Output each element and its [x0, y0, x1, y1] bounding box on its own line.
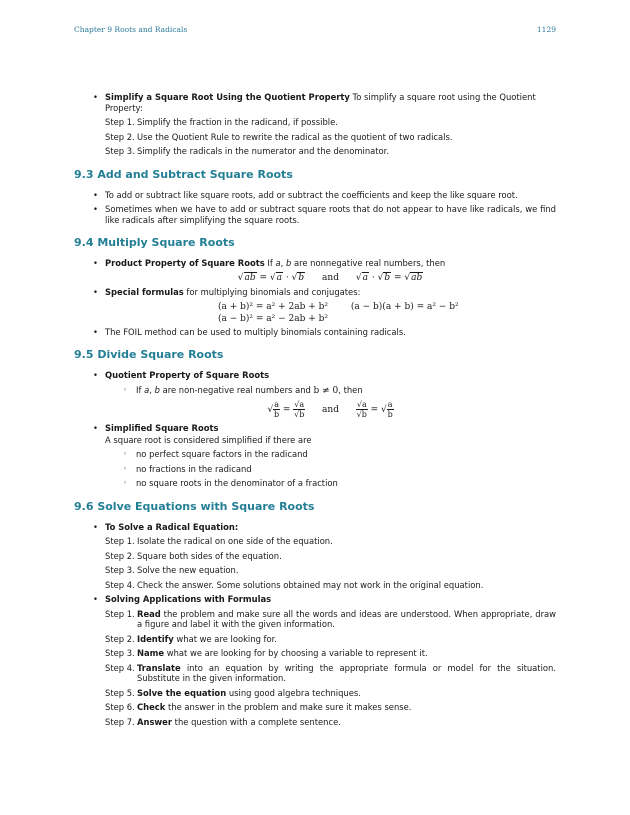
step-item [74, 663, 556, 684]
bullet-applications [74, 594, 556, 605]
step-label: Step 3. [105, 565, 135, 575]
sqrt-a: √a [355, 272, 368, 283]
formula-square-sum: (a + b)² = a² + 2ab + b² [218, 301, 329, 312]
sub-bullet-condition [74, 385, 556, 397]
denominator: √b [294, 410, 305, 419]
step-text: Check the answer. Some solutions obtained may not work in the original equation. [137, 579, 484, 590]
special-text: for multiplying binomials and conjugates: [186, 287, 361, 297]
step-item [74, 146, 556, 157]
term-applications: Solving Applications with Formulas [105, 594, 272, 604]
var-b: b [154, 384, 160, 395]
step-label: Step 2. [105, 131, 135, 142]
term-quotient-simplify: Simplify a Square Root Using the Quotient Property [105, 92, 350, 102]
step-text: what we are looking for. [176, 633, 277, 644]
radicand: a [362, 272, 368, 283]
var-a: a [144, 384, 150, 395]
step-label: Step 7. [105, 716, 135, 727]
step-text: the answer in the problem and make sure it makes sense. [168, 702, 412, 712]
step-keyword: Translate [137, 662, 181, 673]
step-item [74, 565, 556, 576]
radicand: b [361, 410, 367, 419]
step-text: Solve the new equation. [137, 565, 239, 575]
step-item [74, 634, 556, 645]
step-item [74, 536, 556, 547]
var-b: b [285, 258, 292, 268]
radicand: b [299, 410, 305, 419]
step-label: Step 1. [105, 608, 135, 619]
sqrt-ab: √ab [404, 272, 423, 283]
step-text: Isolate the radical on one side of the equation. [137, 536, 333, 546]
comma: , [149, 384, 152, 395]
radicand: b [298, 272, 305, 283]
sqrt-b: √b [377, 272, 391, 283]
term-quotient-property: Quotient Property of Square Roots [105, 370, 270, 380]
quotient-simplify-intro: To simplify a square root using the Quotient Property: [105, 92, 536, 113]
step-keyword: Check [137, 702, 166, 712]
quotient-formula: √ $\frac{a}{b}$ = $\frac{√a}{√b}$ and $\frac{√a}{√b}$ = √ $\frac{a}{b}$ [267, 400, 393, 419]
step-keyword: Name [137, 648, 165, 658]
radicand: b [384, 272, 391, 283]
numerator: a [274, 400, 279, 409]
denominator: b [274, 410, 280, 419]
step-label: Step 3. [105, 648, 135, 658]
bullet-radical-equation [74, 522, 556, 533]
section-heading-9-6: 9.6 Solve Equations with Square Roots [74, 499, 315, 513]
step-item [74, 117, 556, 128]
product-formula: √ab = √a · √b and √a · √b = √ab [237, 272, 423, 283]
step-text: Simplify the radicals in the numerator and the denominator. [137, 146, 390, 156]
formula-conjugates: (a − b)(a + b) = a² − b² [350, 301, 459, 312]
step-text: what we are looking for by choosing a variable to represent it. [166, 648, 428, 658]
numerator: √a [294, 400, 305, 409]
b-not-zero: b ≠ 0 [313, 385, 339, 396]
step-label: Step 2. [105, 550, 135, 561]
condition-text: are non-negative real numbers and [162, 384, 311, 395]
step-item [74, 551, 556, 562]
formula-row [218, 314, 556, 325]
fraction [356, 400, 368, 419]
step-label: Step 5. [105, 687, 135, 698]
bullet-special-formulas [74, 287, 556, 298]
bullet-quotient-property [74, 370, 556, 381]
step-item [74, 702, 556, 713]
radicand: a [299, 400, 305, 409]
bullet-product-property [74, 258, 556, 269]
step-label: Step 2. [105, 633, 135, 644]
comma: , [280, 258, 284, 268]
var-a: a [275, 258, 281, 268]
step-text: Use the Quotient Rule to rewrite the radical as the quotient of two radicals. [137, 131, 453, 142]
simplified-intro: A square root is considered simplified if there are [105, 434, 312, 445]
step-keyword: Read [137, 608, 161, 619]
section-heading-9-3: 9.3 Add and Subtract Square Roots [74, 167, 293, 181]
term-simplified-roots: Simplified Square Roots [105, 423, 219, 433]
bullet-item: • To add or subtract like square roots, add or subtract the coefficients and keep the like square root. [74, 190, 556, 201]
numerator: a [387, 400, 393, 409]
step-text: Square both sides of the equation. [137, 550, 282, 561]
denominator: √b [356, 410, 367, 419]
page-header [74, 25, 556, 37]
condition-if: If [136, 384, 142, 395]
page-number: 1129 [536, 25, 556, 34]
radicand: a [361, 400, 367, 409]
chapter-title: Chapter 9 Roots and Radicals [74, 25, 188, 34]
fraction [293, 400, 305, 419]
radicand: a [276, 272, 283, 283]
page-content [74, 92, 556, 731]
step-text: the question with a complete sentence. [174, 716, 341, 727]
step-label: Step 4. [105, 579, 135, 590]
step-text: using good algebra techniques. [228, 687, 361, 698]
term-radical-equation: To Solve a Radical Equation: [105, 521, 239, 532]
numerator: √a [356, 400, 367, 409]
sub-bullet-item: ◦ no square roots in the denominator of a fraction [74, 478, 556, 489]
condition-then: , then [338, 384, 363, 395]
step-keyword: Identify [137, 633, 174, 644]
sqrt-a: √a [269, 272, 283, 283]
step-text: the problem and make sure all the words and ideas are understood. When appropriate, draw a figure and label it with the given information. [137, 608, 556, 629]
fraction [387, 400, 394, 419]
step-keyword: Answer [137, 716, 172, 727]
step-text: into an equation by writing the appropriate formula or model for the situation. Substitute in the given information. [137, 662, 557, 683]
formula-row [218, 302, 556, 313]
step-item [74, 648, 556, 659]
term-product-property: Product Property of Square Roots [105, 258, 265, 268]
and-word: and [322, 272, 339, 283]
step-text: Simplify the fraction in the radicand, if possible. [137, 117, 338, 127]
step-item [74, 717, 556, 728]
sub-bullet-item: ◦ no fractions in the radicand [74, 464, 556, 475]
bullet-item: • The FOIL method can be used to multiply binomials containing radicals. [74, 327, 556, 338]
step-item [74, 580, 556, 591]
step-item [74, 688, 556, 699]
section-heading-9-4: 9.4 Multiply Square Roots [74, 236, 235, 249]
bullet-item: • Sometimes when we have to add or subtract square roots that do not appear to have like radicals, we find like radicals after simplifying the square roots. [74, 204, 556, 225]
product-if: If [267, 258, 273, 268]
step-label: Step 6. [105, 702, 135, 712]
and-word: and [322, 405, 339, 415]
bullet-quotient-simplify [74, 92, 556, 113]
radicand: ab [244, 272, 256, 283]
step-label: Step 4. [105, 662, 135, 673]
bullet-simplified-roots [74, 423, 556, 434]
fraction [273, 400, 280, 419]
step-item [74, 609, 556, 630]
denominator: b [387, 410, 393, 419]
sqrt-ab: √ab [237, 272, 256, 283]
step-label: Step 1. [105, 536, 135, 546]
step-label: Step 3. [105, 146, 135, 156]
section-heading-9-5: 9.5 Divide Square Roots [74, 348, 224, 361]
term-special-formulas: Special formulas [105, 287, 184, 297]
formula-square-difference: (a − b)² = a² − 2ab + b² [218, 314, 329, 324]
step-label: Step 1. [105, 117, 135, 127]
step-item [74, 132, 556, 143]
product-text: are nonnegative real numbers, then [293, 258, 446, 268]
sqrt-b: √b [291, 272, 305, 283]
radicand: ab [411, 272, 423, 283]
step-keyword: Solve the equation [137, 687, 227, 698]
sub-bullet-item: ◦ no perfect square factors in the radicand [74, 449, 556, 460]
